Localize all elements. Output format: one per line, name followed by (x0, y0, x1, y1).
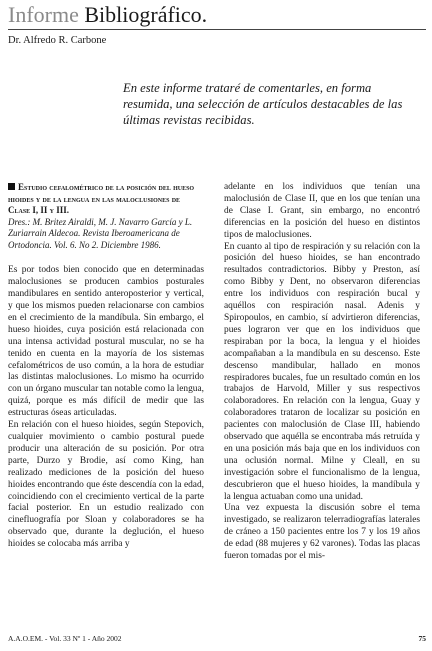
article-title-text: Estudio cefalométrico de la posición del hueso hioides y de la lengua en las maloclusiones de Clase I, II y III. (8, 182, 195, 215)
paragraph: En cuanto al tipo de respiración y su relación con la posición del hueso hioides, se han encontrado resultados contradictorios. Bibby y Preston, así como Bibby y Dent, no observaron diferencias entre los individuos con respiración bucal y aquéllos con respiración nasal. Adenis y Spiropoulos, en cambio, sí advirtieron diferencias, pues lograron ver que en los individuos que respiraban por la boca, la lengua y el hioides acompañaban a la mandíbula en su descenso. Este descenso mandibular, hallado en monos respiradores bucales, fue un resultado común en los trabajos de Harvold, Miller y sus respectivos colaboradores. En relación con la lengua, Guay y colaboradores trataron de localizar su posición en pacientes con maloclusión de Clase III, habiendo observado que aquélla se encontraba más retruída y en una posición más baja que en los individuos con una oclusión normal. Milne y Cleall, en su investigación sobre el funcionalismo de la lengua, descubrieron que el hueso hioides, la mandíbula y la lengua actuaban como una unidad. (224, 241, 420, 502)
paragraph: adelante en los individuos que tenían una maloclusión de Clase II, que en los que tenían una de Clase I. Grant, sin embargo, no encontró diferencias en la posición del hueso en distintos tipos de maloclusiones. (224, 182, 420, 240)
header-rule (8, 29, 426, 30)
bullet-square-icon (8, 183, 15, 190)
page-title (8, 2, 426, 28)
paragraph: Es por todos bien conocido que en determinadas maloclusiones se producen cambios posturales mandibulares en sentido anteroposterior y vertical, y que los mismos pueden relacionarse con cambios en el crecimiento de la mandíbula. Sin embargo, el hueso hioides, cuya posición está relacionada con una intensa actividad postural muscular, no se ha tenido en cuenta en la mayoría de los sistemas cefalométricos de uso común, a la hora de estudiar las distintas maloclusiones. Lo mismo ha ocurrido con un órgano muscular tan notable como la lengua, quizá, porque es más difícil de medir que las estructuras óseas articuladas. (8, 265, 204, 419)
article-title (8, 182, 204, 217)
title-light: Informe (8, 2, 79, 27)
page-number: 75 (418, 634, 426, 643)
right-column (224, 182, 420, 563)
author: Dr. Alfredo R. Carbone (8, 35, 107, 46)
paragraph: Una vez expuesta la discusión sobre el tema investigado, se realizaron telerradiografías laterales de cráneo a 150 pacientes entre los 7 y los 19 años de edad (88 mujeres y 62 varones). Todas las placas fueron tomadas por el mis- (224, 503, 420, 562)
page-header (8, 2, 426, 28)
footer-journal: A.A.O.EM. - Vol. 33 Nº 1 - Año 2002 (8, 634, 122, 643)
intro-text: En este informe trataré de comentarles, en forma resumida, una selección de artículos destacables de las últimas revistas recibidas. (123, 81, 403, 127)
left-column (8, 182, 204, 551)
article-references: Dres.: M. Britez Airaldi, M. J. Navarro García y L. Zuriarrain Aldecoa. Revista Iberoamericana de Ortodoncia. Vol. 6. No 2. Diciembre 1986. (8, 216, 193, 250)
title-dark: Bibliográfico. (84, 2, 208, 27)
paragraph: En relación con el hueso hioides, según Stepovich, cualquier movimiento o cambio postural puede producir una alteración de su posición. Por otra parte, Durzo y Brodie, así como King, han realizado mediciones de la posición del hueso hioides encontrando que éste descendía con la edad, coincidiendo con el crecimiento vertical de la parte facial posterior. En un estudio realizado con cinefluografía por Sloan y colaboradores se ha observado que, durante la deglución, el hueso hioides se colocaba más arriba y (8, 420, 204, 550)
